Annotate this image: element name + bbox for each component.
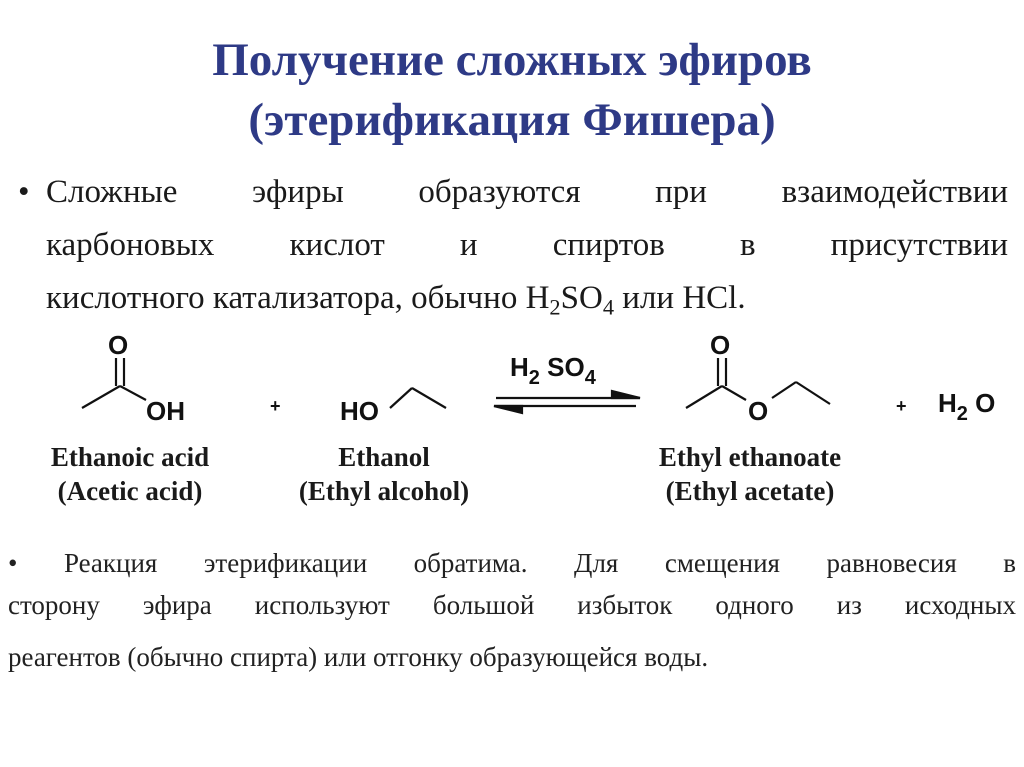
acid-name-line: Ethanoic acid — [50, 442, 210, 472]
bullet2-line-1: • Реакция этерификации обратима. Для смещения равновесия в — [8, 548, 1016, 578]
bullet2-line-3: реагентов (обычно спирта) или отгонку образующейся воды. — [8, 642, 709, 672]
title-line-2: (этерификация Фишера) — [248, 94, 776, 146]
catalyst-label: $H_2$ $SO_4$ — [510, 352, 596, 389]
equilibrium-arrows — [494, 391, 640, 413]
acid-alt-name-line: (Acetic acid) — [57, 476, 203, 506]
alcohol-name-line: Ethanol — [338, 442, 430, 472]
ester-name-line: Ethyl ethanoate — [658, 442, 842, 472]
alcohol-alt-name-line: (Ethyl alcohol) — [298, 476, 470, 506]
acid-oh: OH — [146, 396, 185, 426]
ester-carbonyl-o: O — [710, 330, 731, 360]
plus-sign-2: + — [896, 396, 907, 416]
ester-alt-name-line: (Ethyl acetate) — [665, 476, 835, 506]
ester-chain-o: O — [748, 396, 769, 426]
acid-name — [30, 440, 230, 508]
acetic-acid-skeleton — [82, 358, 146, 408]
ethanol-skeleton — [390, 388, 446, 408]
plus-sign-1: + — [270, 396, 281, 416]
acid-carbonyl-o: O — [108, 330, 129, 360]
title-line-1: Получение сложных эфиров — [212, 34, 812, 86]
bullet1-line-2: карбоновых кислот и спиртов в присутствии — [46, 227, 1008, 263]
bullet2-line-2: сторону эфира используют большой избыток одного из исходных — [8, 590, 1016, 620]
bullet1-line-3: кислотного катализатора, обычно $H_2SO_4$ или HCl. — [46, 280, 746, 320]
bullet-marker: • — [8, 548, 18, 578]
ester-name — [630, 440, 870, 508]
bullet-marker: • — [18, 174, 30, 210]
ethanol-ho: HO — [340, 396, 379, 426]
esterification-scheme — [0, 320, 1024, 520]
bullet1-line-1: Сложные эфиры образуются при взаимодействии — [46, 174, 1008, 210]
alcohol-name — [284, 440, 484, 508]
slide-title — [0, 30, 1024, 150]
water-formula: $H_2$ O — [938, 388, 996, 425]
